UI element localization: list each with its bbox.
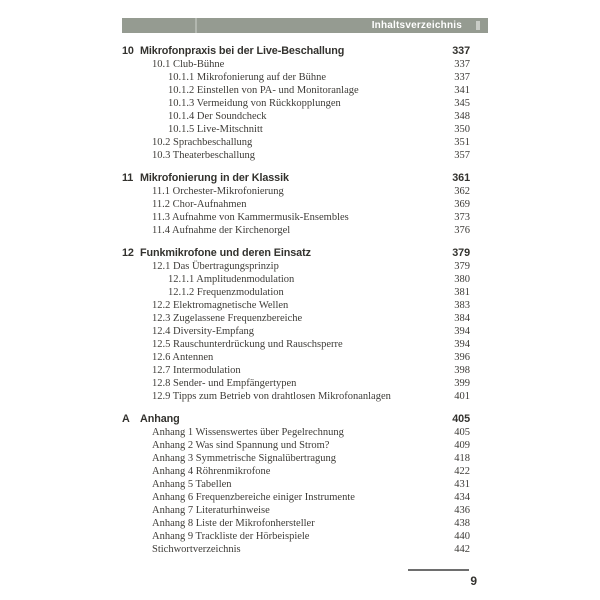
toc-entry-page: 337 [454, 72, 470, 83]
chapter-title: Mikrofonpraxis bei der Live-Beschallung [140, 45, 345, 57]
toc-entry [122, 71, 470, 84]
toc-entry-page: 351 [454, 137, 470, 148]
chapter-page: 361 [452, 172, 470, 184]
toc-entry [122, 211, 470, 224]
toc-entry-label: Stichwortverzeichnis [152, 544, 241, 555]
toc-section [122, 412, 470, 556]
toc-entry-label: 10.1.3 Vermeidung von Rückkopplungen [168, 98, 341, 109]
toc-entry-label: 10.1.5 Live-Mitschnitt [168, 124, 263, 135]
page-number: 9 [470, 574, 477, 588]
toc-entry [122, 478, 470, 491]
toc-entry [122, 198, 470, 211]
toc-section [122, 246, 470, 403]
toc-entry-page: 384 [454, 313, 470, 324]
header-title: Inhaltsverzeichnis [371, 20, 462, 31]
toc-entry-page: 440 [454, 531, 470, 542]
toc-entry-page: 341 [454, 85, 470, 96]
header-sheen [195, 18, 197, 33]
header-tab-mark [476, 21, 480, 30]
chapter-title: Funkmikrofone und deren Einsatz [140, 247, 311, 259]
toc-entry-label: 12.1.1 Amplitudenmodulation [168, 274, 295, 285]
toc-entry [122, 273, 470, 286]
toc-entry-page: 369 [454, 199, 470, 210]
toc-entry-page: 383 [454, 300, 470, 311]
toc-entry-page: 405 [454, 427, 470, 438]
toc-entry-label: 11.3 Aufnahme von Kammermusik-Ensembles [152, 212, 349, 223]
toc-entry-label: Anhang 1 Wissenswertes über Pegelrechnung [152, 427, 344, 438]
toc-entry-label: 12.8 Sender- und Empfängertypen [152, 378, 297, 389]
chapter-number: A [122, 413, 130, 425]
toc-entry [122, 224, 470, 237]
toc-entry-label: 12.3 Zugelassene Frequenzbereiche [152, 313, 303, 324]
toc-entry [122, 84, 470, 97]
toc-entry-page: 398 [454, 365, 470, 376]
toc-entry-label: 12.1.2 Frequenzmodulation [168, 287, 284, 298]
chapter-title: Anhang [140, 413, 180, 425]
chapter-number: 10 [122, 45, 134, 57]
toc-entry-page: 396 [454, 352, 470, 363]
toc-entry [122, 110, 470, 123]
toc-entry-page: 348 [454, 111, 470, 122]
toc-entry-page: 394 [454, 339, 470, 350]
toc-entry-page: 436 [454, 505, 470, 516]
toc-entry-label: Anhang 6 Frequenzbereiche einiger Instrumente [152, 492, 355, 503]
toc-entry-page: 376 [454, 225, 470, 236]
toc-entry-label: 12.4 Diversity-Empfang [152, 326, 255, 337]
toc-entry-page: 434 [454, 492, 470, 503]
toc-entry-page: 422 [454, 466, 470, 477]
toc-chapter-heading [122, 246, 470, 260]
toc-entry [122, 465, 470, 478]
toc-entry-label: 12.1 Das Übertragungsprinzip [152, 261, 279, 272]
toc-entry-label: Anhang 3 Symmetrische Signalübertragung [152, 453, 337, 464]
toc-chapter-heading [122, 412, 470, 426]
toc-entry [122, 452, 470, 465]
toc-entry-page: 380 [454, 274, 470, 285]
toc-entry-label: 10.1.4 Der Soundcheck [168, 111, 267, 122]
toc-entry [122, 530, 470, 543]
toc-entry-label: Anhang 9 Trackliste der Hörbeispiele [152, 531, 310, 542]
toc-entry-label: Anhang 5 Tabellen [152, 479, 232, 490]
header-bar [122, 18, 488, 33]
toc-chapter-heading [122, 44, 470, 58]
toc-entry-label: 10.2 Sprachbeschallung [152, 137, 253, 148]
toc-entry [122, 149, 470, 162]
toc-section [122, 44, 470, 162]
toc-entry-page: 431 [454, 479, 470, 490]
toc-entry [122, 312, 470, 325]
chapter-number: 11 [122, 172, 134, 184]
toc-entry-page: 345 [454, 98, 470, 109]
chapter-page: 405 [452, 413, 470, 425]
toc-entry-label: Anhang 2 Was sind Spannung und Strom? [152, 440, 330, 451]
toc-entry [122, 364, 470, 377]
toc-entry [122, 543, 470, 556]
toc-entry [122, 136, 470, 149]
toc-entry-page: 409 [454, 440, 470, 451]
chapter-title: Mikrofonierung in der Klassik [140, 172, 289, 184]
chapter-page: 379 [452, 247, 470, 259]
toc-entry-label: Anhang 4 Röhrenmikrofone [152, 466, 271, 477]
toc-entry-label: 10.3 Theaterbeschallung [152, 150, 256, 161]
toc-entry-label: 11.4 Aufnahme der Kirchenorgel [152, 225, 291, 236]
toc-entry [122, 299, 470, 312]
toc-entry-page: 394 [454, 326, 470, 337]
toc-entry-page: 418 [454, 453, 470, 464]
chapter-page: 337 [452, 45, 470, 57]
toc-entry [122, 286, 470, 299]
toc-entry-label: 12.9 Tipps zum Betrieb von drahtlosen Mikrofonanlagen [152, 391, 391, 402]
toc-entry-label: 12.6 Antennen [152, 352, 214, 363]
toc-entry-page: 381 [454, 287, 470, 298]
toc-entry [122, 58, 470, 71]
toc-entry-page: 401 [454, 391, 470, 402]
toc-entry-page: 399 [454, 378, 470, 389]
toc-entry [122, 325, 470, 338]
toc-entry-page: 379 [454, 261, 470, 272]
toc-entry-label: 10.1.1 Mikrofonierung auf der Bühne [168, 72, 327, 83]
toc-entry-label: 10.1 Club-Bühne [152, 59, 225, 70]
toc-entry-label: Anhang 8 Liste der Mikrofonhersteller [152, 518, 315, 529]
toc-entry-label: 11.2 Chor-Aufnahmen [152, 199, 247, 210]
toc-entry [122, 185, 470, 198]
toc-entry [122, 351, 470, 364]
toc-entry [122, 439, 470, 452]
toc-section [122, 171, 470, 237]
toc-entry-label: 10.1.2 Einstellen von PA- und Monitoranlage [168, 85, 359, 96]
table-of-contents [122, 44, 470, 556]
toc-entry [122, 390, 470, 403]
toc-entry-label: 12.7 Intermodulation [152, 365, 241, 376]
toc-entry [122, 517, 470, 530]
toc-entry [122, 123, 470, 136]
toc-entry [122, 260, 470, 273]
toc-entry-label: 12.2 Elektromagnetische Wellen [152, 300, 289, 311]
toc-entry-page: 373 [454, 212, 470, 223]
toc-entry [122, 426, 470, 439]
toc-entry-page: 337 [454, 59, 470, 70]
toc-chapter-heading [122, 171, 470, 185]
footer-rule [408, 569, 469, 571]
toc-entry-page: 438 [454, 518, 470, 529]
toc-entry [122, 338, 470, 351]
toc-entry-label: 11.1 Orchester-Mikrofonierung [152, 186, 284, 197]
chapter-number: 12 [122, 247, 134, 259]
toc-entry-label: 12.5 Rauschunterdrückung und Rauschsperre [152, 339, 343, 350]
toc-entry-page: 350 [454, 124, 470, 135]
toc-entry-page: 362 [454, 186, 470, 197]
toc-entry-page: 357 [454, 150, 470, 161]
toc-entry [122, 491, 470, 504]
toc-entry [122, 504, 470, 517]
toc-entry-page: 442 [454, 544, 470, 555]
toc-entry-label: Anhang 7 Literaturhinweise [152, 505, 270, 516]
toc-entry [122, 97, 470, 110]
toc-entry [122, 377, 470, 390]
